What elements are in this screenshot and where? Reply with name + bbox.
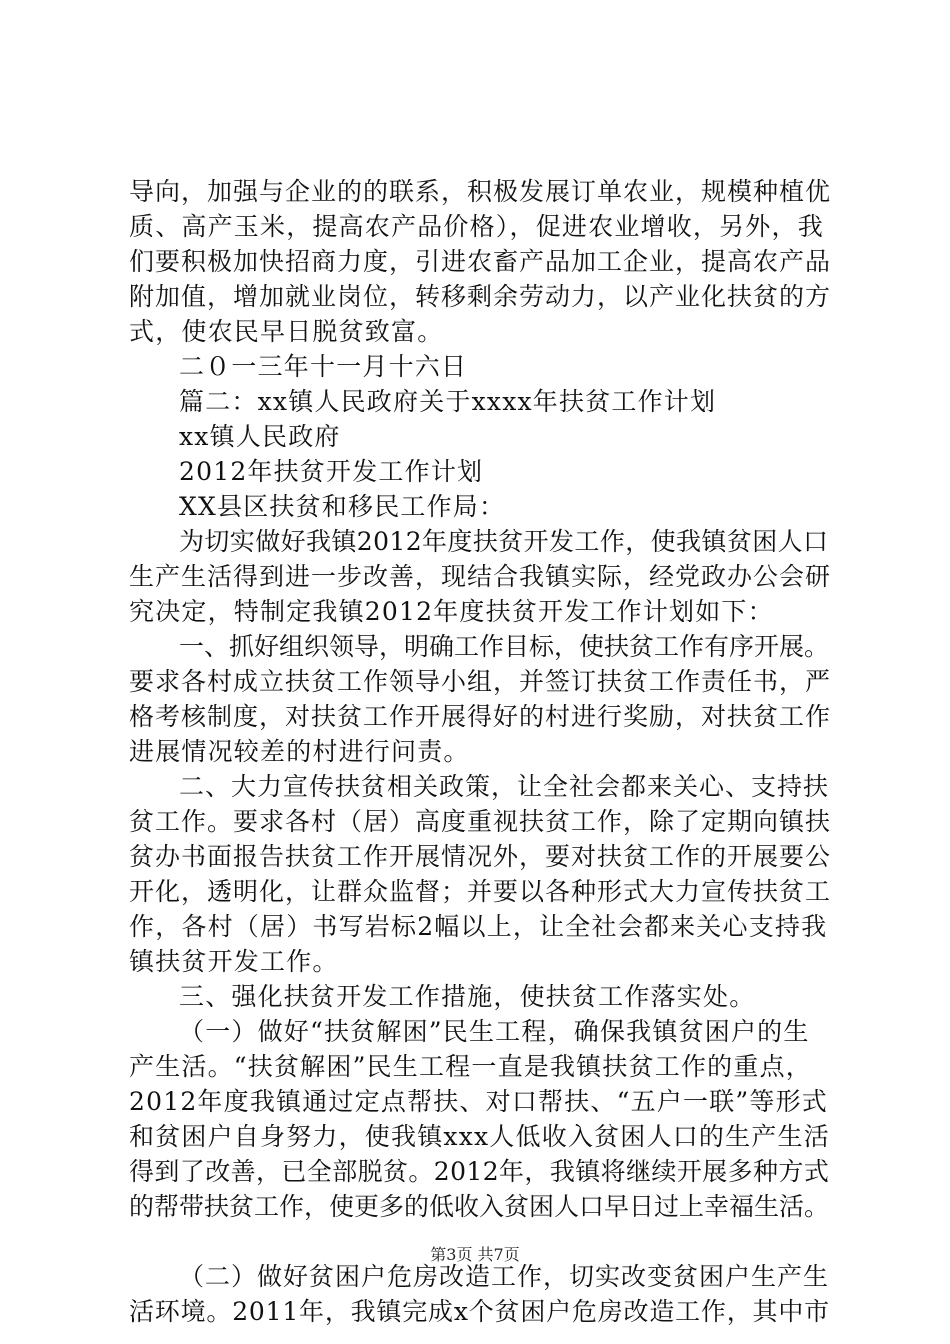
text-line: 们要积极加快招商力度，引进农畜产品加工企业，提高农产品 — [129, 247, 832, 276]
text-line: 格考核制度，对扶贫工作开展得好的村进行奖励，对扶贫工作 — [129, 702, 832, 731]
text-line: 产生活。“扶贫解困”民生工程一直是我镇扶贫工作的重点， — [129, 1052, 812, 1081]
heading-line: 三、强化扶贫开发工作措施，使扶贫工作落实处。 — [179, 982, 756, 1011]
issuer-line: xx镇人民政府 — [179, 422, 341, 451]
text-line: 导向，加强与企业的的联系，积极发展订单农业，规模种植优 — [129, 177, 832, 206]
subheading-line: （二）做好贫困户危房改造工作，切实改变贫困户生产生 — [179, 1262, 830, 1291]
text-line: 2012年度我镇通过定点帮扶、对口帮扶、“五户一联”等形式 — [129, 1087, 828, 1116]
text-line: 贫工作。要求各村（居）高度重视扶贫工作，除了定期向镇扶 — [129, 807, 832, 836]
subheading-line: （一）做好“扶贫解困”民生工程，确保我镇贫困户的生 — [179, 1017, 810, 1046]
text-line: 为切实做好我镇2012年度扶贫开发工作，使我镇贫困人口 — [179, 527, 829, 556]
date-line: 二０一三年十一月十六日 — [179, 352, 468, 381]
text-line: 的帮带扶贫工作，使更多的低收入贫困人口早日过上幸福生活。 — [129, 1192, 830, 1221]
document-body — [129, 174, 831, 1329]
heading-line: 一、抓好组织领导，明确工作目标，使扶贫工作有序开展。 — [179, 632, 830, 661]
text-line: 开化，透明化，让群众监督；并要以各种形式大力宣传扶贫工 — [129, 877, 832, 906]
heading-line: 二、大力宣传扶贫相关政策，让全社会都来关心、支持扶 — [179, 772, 830, 801]
text-line: 活环境。2011年，我镇完成x个贫困户危房改造工作，其中市 — [129, 1297, 830, 1326]
text-line: 究决定，特制定我镇2012年度扶贫开发工作计划如下： — [129, 597, 774, 626]
text-line: 生产生活得到进一步改善，现结合我镇实际，经党政办公会研 — [129, 562, 832, 591]
text-line: 附加值，增加就业岗位，转移剩余劳动力，以产业化扶贫的方 — [129, 282, 832, 311]
text-line: 镇扶贫开发工作。 — [129, 947, 339, 976]
text-line: 质、高产玉米，提高农产品价格），促进农业增收，另外，我 — [129, 212, 824, 241]
text-line: 式，使农民早日脱贫致富。 — [129, 317, 444, 346]
section-title: 篇二：xx镇人民政府关于xxxx年扶贫工作计划 — [179, 387, 717, 416]
recipient-line: XX县区扶贫和移民工作局： — [179, 492, 506, 521]
plan-title: 2012年扶贫开发工作计划 — [179, 457, 484, 486]
text-line: 得到了改善，已全部脱贫。2012年，我镇将继续开展多种方式 — [129, 1157, 830, 1186]
text-line: 作，各村（居）书写岩标2幅以上，让全社会都来关心支持我 — [129, 912, 828, 941]
text-line: 贫办书面报告扶贫工作开展情况外，要对扶贫工作的开展要公 — [129, 842, 832, 871]
text-line: 进展情况较差的村进行问责。 — [129, 737, 470, 766]
text-line: 要求各村成立扶贫工作领导小组，并签订扶贫工作责任书，严 — [129, 667, 832, 696]
text-line: 和贫困户自身努力，使我镇xxx人低收入贫困人口的生产生活 — [129, 1122, 830, 1151]
page-footer: 第3页 共7页 — [430, 1245, 520, 1264]
